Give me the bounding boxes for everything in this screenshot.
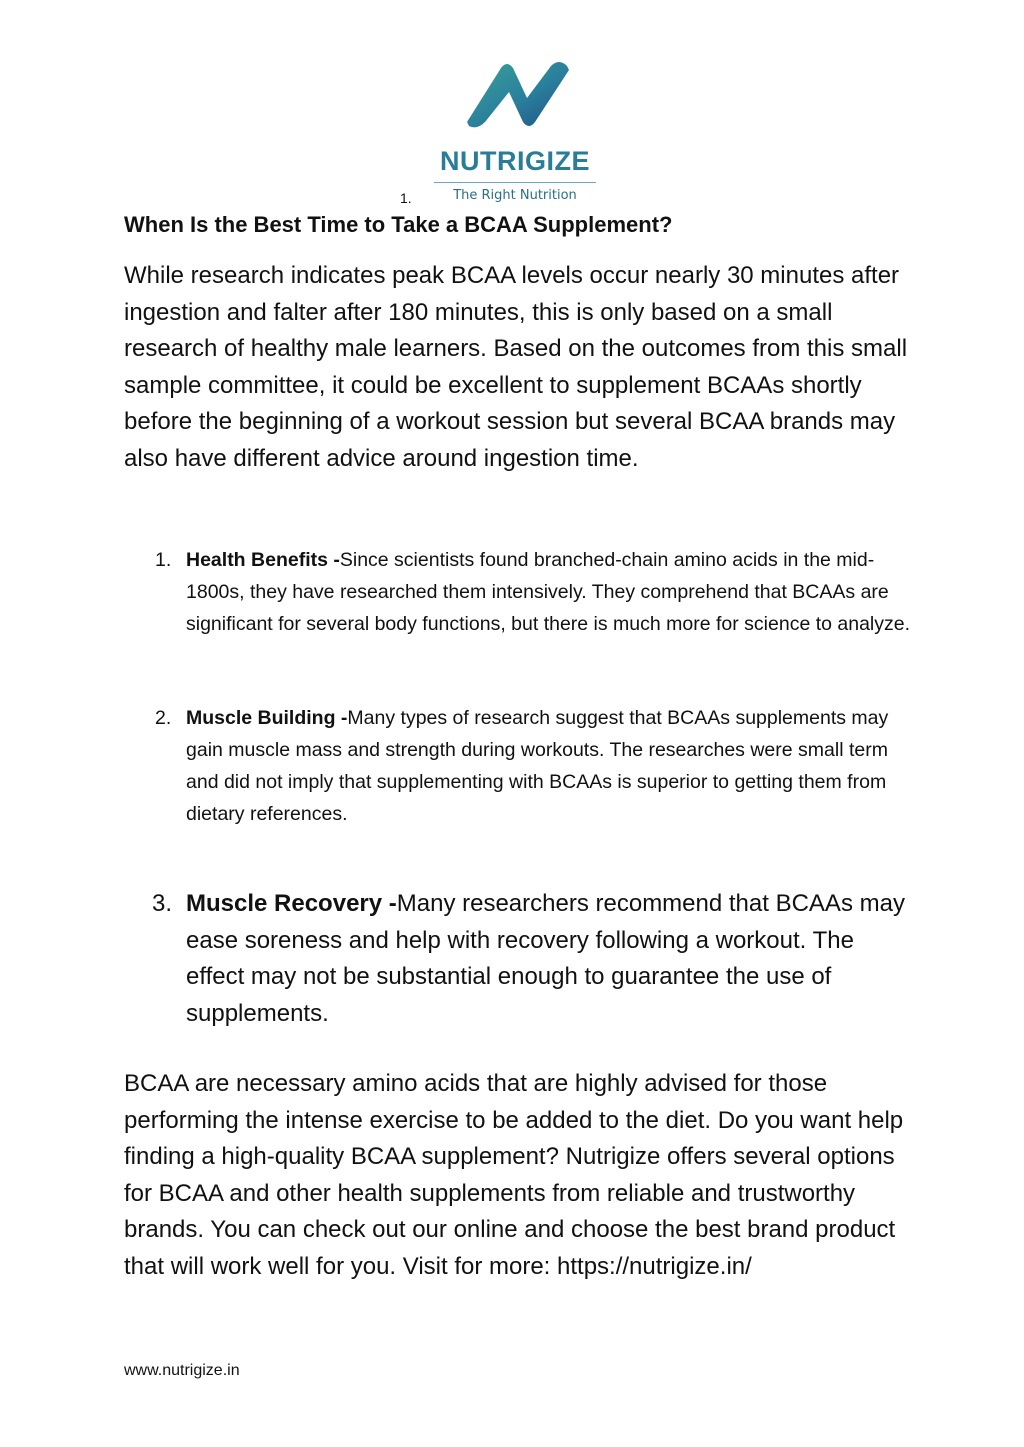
footer-url: www.nutrigize.in <box>124 1362 240 1379</box>
list-item-muscle-recovery <box>152 886 916 1032</box>
list-item-title: Muscle Building - <box>186 707 348 729</box>
brand-logo <box>430 58 600 203</box>
list-item-text: Many types of research suggest that BCAAs supplements may gain muscle mass and strength during workouts. The researches were small term and did not imply that supplementing with BCAAs is superior to getting them from dietary references. <box>186 707 889 825</box>
logo-wordmark: NUTRIGIZE <box>440 146 590 176</box>
logo-tagline: The Right Nutrition <box>453 188 577 203</box>
nutrigize-logo-icon <box>455 58 575 130</box>
list-item-health-benefits <box>155 544 916 640</box>
list-item-number: 3. <box>152 890 173 917</box>
list-item-number: 2. <box>155 707 172 729</box>
logo-divider <box>434 182 596 183</box>
list-marker: 1. <box>400 190 412 206</box>
list-item-title: Muscle Recovery - <box>186 890 397 917</box>
list-item-muscle-building <box>155 702 916 830</box>
closing-paragraph: BCAA are necessary amino acids that are highly advised for those performing the intense exercise to be added to the diet. Do you want help finding a high-quality BCAA supplement? Nutrigize offers several options for BCAA and other health supplements from reliable and trustworthy brands. You can check out our online and choose the best brand product that will work well for you. Visit for more: https://nutrigize.in/ <box>124 1070 904 1280</box>
page-title: When Is the Best Time to Take a BCAA Supplement? <box>124 212 673 237</box>
intro-paragraph: While research indicates peak BCAA levels occur nearly 30 minutes after ingestion and falter after 180 minutes, this is only based on a small research of healthy male learners. Based on the outcomes from this small sample committee, it could be excellent to supplement BCAAs shortly before the beginning of a workout session but several BCAA brands may also have different advice around ingestion time. <box>124 262 908 472</box>
list-item-text: Since scientists found branched-chain amino acids in the mid-1800s, they have researched them intensively. They comprehend that BCAAs are significant for several body functions, but there is much more for science to analyze. <box>186 549 911 635</box>
list-item-text: Many researchers recommend that BCAAs may ease soreness and help with recovery following a workout. The effect may not be substantial enough to guarantee the use of supplements. <box>186 890 905 1027</box>
list-item-number: 1. <box>155 549 172 571</box>
list-item-title: Health Benefits - <box>186 549 340 571</box>
